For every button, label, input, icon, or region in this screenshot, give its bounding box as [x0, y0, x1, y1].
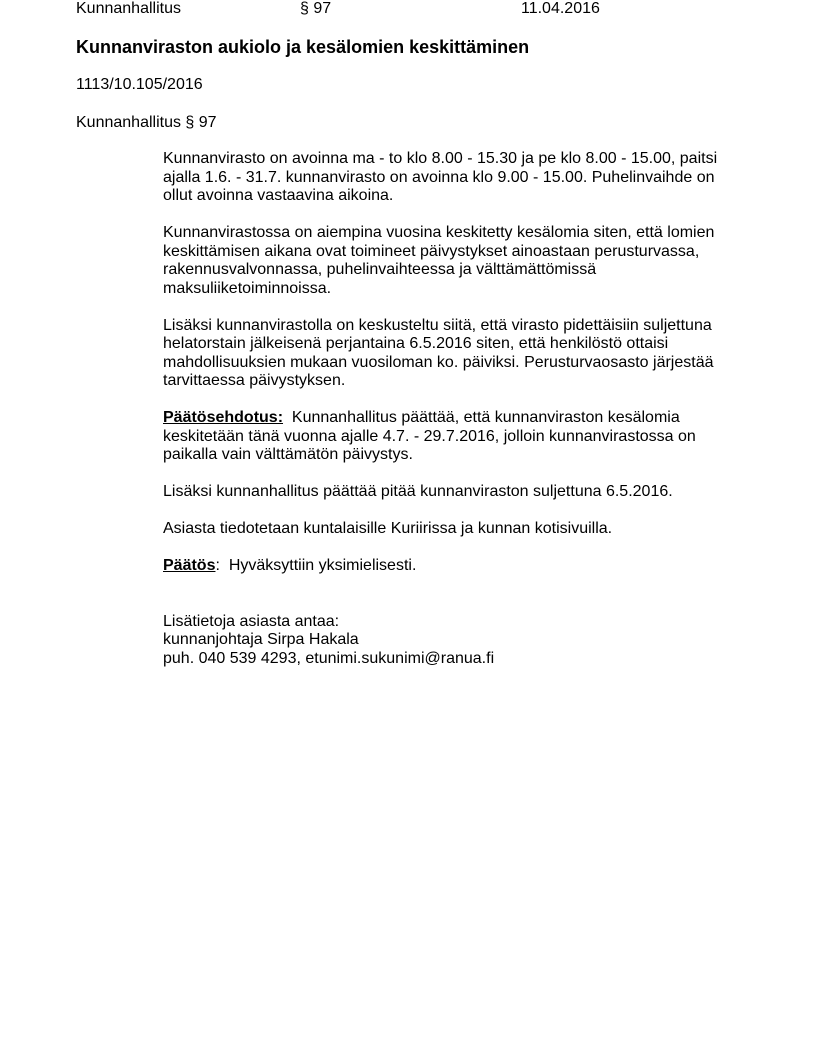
- text-line: ajalla 1.6. - 31.7. kunnanvirasto on avoinna klo 9.00 - 15.00. Puhelinvaihde on: [163, 168, 715, 186]
- text-line: Lisäksi kunnanhallitus päättää pitää kunnanviraston suljettuna 6.5.2016.: [163, 483, 673, 500]
- header-date: 11.04.2016: [521, 0, 600, 17]
- paragraph-information: [163, 520, 733, 539]
- contact-person: kunnanjohtaja Sirpa Hakala: [163, 631, 359, 648]
- header-body: Kunnanhallitus: [76, 0, 181, 17]
- paragraph-proposal: [163, 409, 733, 465]
- proposal-label: Päätösehdotus:: [163, 409, 284, 426]
- document-title: Kunnanviraston aukiolo ja kesälomien keskittäminen: [76, 37, 530, 57]
- text-line: Kunnanvirasto on avoinna ma - to klo 8.00 - 15.30 ja pe klo 8.00 - 15.00, paitsi: [163, 150, 718, 167]
- paragraph-holiday-history: [163, 224, 733, 298]
- contact-intro: Lisätietoja asiasta antaa:: [163, 612, 340, 630]
- page-header: [0, 0, 816, 20]
- text-line: helatorstain jälkeisenä perjantaina 6.5.2016 siten, että henkilöstö ottaisi: [163, 335, 669, 352]
- text-line: ollut avoinna vastaavina aikoina.: [163, 187, 394, 204]
- text-line: tarvittaessa päivystyksen.: [163, 372, 346, 389]
- text-line: paikalla vain välttämätön päivystys.: [163, 446, 413, 463]
- document-body: [163, 150, 733, 687]
- contact-block: [163, 613, 733, 669]
- text-line: Asiasta tiedotetaan kuntalaisille Kuriirissa ja kunnan kotisivuilla.: [163, 520, 613, 537]
- decision-text: Hyväksyttiin yksimielisesti.: [228, 557, 417, 574]
- paragraph-additional-decision: [163, 483, 733, 502]
- document-number: 1113/10.105/2016: [76, 76, 203, 93]
- header-section: § 97: [300, 0, 332, 17]
- paragraph-decision: Päätös: Hyväksyttiin yksimielisesti.: [163, 557, 417, 574]
- text-line: keskittämisen aikana ovat toimineet päivystykset ainoastaan perusturvassa,: [163, 242, 700, 260]
- text-line: rakennusvalvonnassa, puhelinvaihteessa ja välttämättömissä: [163, 261, 597, 278]
- text-line: maksuliiketoiminnoissa.: [163, 279, 332, 297]
- contact-details: puh. 040 539 4293, etunimi.sukunimi@ranua.fi: [163, 649, 495, 667]
- paragraph-opening-hours: [163, 150, 733, 206]
- text-line: keskitetään tänä vuonna ajalle 4.7. - 29.7.2016, jolloin kunnanvirastossa on: [163, 427, 696, 445]
- text-line: mahdollisuuksien mukaan vuosiloman ko. päiviksi. Perusturvaosasto järjestää: [163, 353, 714, 371]
- decision-label: Päätös: [163, 557, 216, 574]
- body-reference: Kunnanhallitus § 97: [76, 114, 217, 131]
- text-line: Kunnanvirastossa on aiempina vuosina keskitetty kesälomia siten, että lomien: [163, 224, 715, 241]
- text-line: Lisäksi kunnanvirastolla on keskusteltu siitä, että virasto pidettäisiin suljettuna: [163, 316, 712, 334]
- text-line: Kunnanhallitus päättää, että kunnanviraston kesälomia: [291, 409, 680, 426]
- paragraph-closure-discussion: [163, 317, 733, 391]
